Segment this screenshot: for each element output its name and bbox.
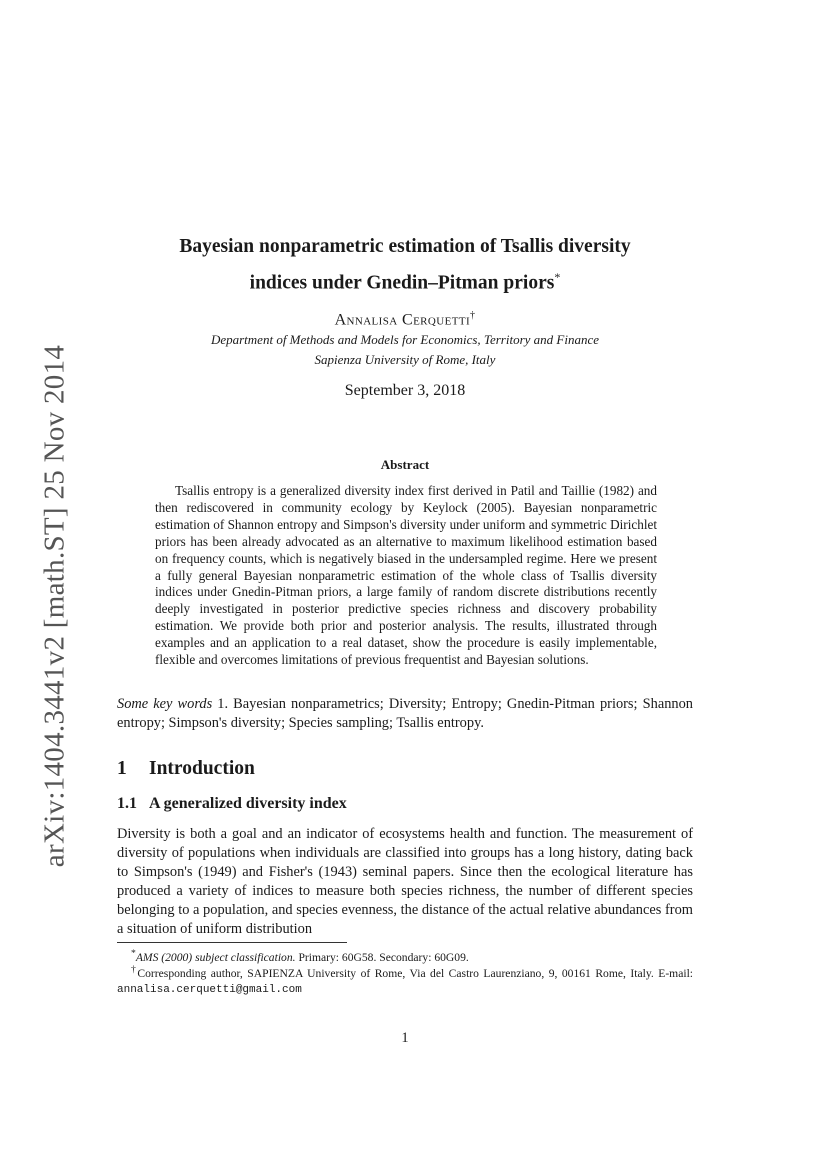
title-line-2: indices under Gnedin–Pitman priors <box>249 272 555 294</box>
section-heading <box>117 758 255 780</box>
footnote-rule <box>117 942 347 943</box>
title-footnote-mark: * <box>554 270 561 284</box>
arxiv-identifier: arXiv:1404.3441v2 [math.ST] 25 Nov 2014 <box>38 344 71 868</box>
keywords-label: Some key words <box>117 696 213 712</box>
keywords-text: 1. Bayesian nonparametrics; Diversity; Entropy; Gnedin-Pitman priors; Shannon entropy; Simpson's diversity; Species sampling; Tsallis entropy. <box>117 696 693 731</box>
footnote-1-mark: * <box>131 948 136 959</box>
footnote-1-label: AMS (2000) subject classification. <box>135 950 296 964</box>
affiliation-line-2: Sapienza University of Rome, Italy <box>314 352 496 367</box>
subsection-title: A generalized diversity index <box>149 795 347 812</box>
author-text: Annalisa Cerquetti <box>334 311 471 329</box>
footnote-2-mark: † <box>131 964 138 975</box>
footnote-1-text: Primary: 60G58. Secondary: 60G09. <box>295 950 469 964</box>
affiliation-line-1: Department of Methods and Models for Economics, Territory and Finance <box>210 332 600 347</box>
page-number: 1 <box>401 1030 409 1046</box>
author-footnote-mark: † <box>470 310 476 321</box>
subsection-number: 1.1 <box>117 795 137 812</box>
title-line-1: Bayesian nonparametric estimation of Tsallis diversity <box>179 236 631 257</box>
section-number: 1 <box>117 758 127 779</box>
publication-date: September 3, 2018 <box>344 382 466 399</box>
footnote-2-email[interactable]: annalisa.cerquetti@gmail.com <box>117 984 302 997</box>
footnote-2-text: Corresponding author, SAPIENZA University of Rome, Via del Castro Laurenziano, 9, 00161 Rome, Italy. E-mail: <box>137 966 694 980</box>
body-paragraph: Diversity is both a goal and an indicator of ecosystems health and function. The measurement of diversity of populations when individuals are classified into groups has a long history, dating back to Simpson's (1949) and Fisher's (1943) seminal papers. Since then the ecological literature has produced a variety of indices to measure both species richness, the number of different species belonging to a population, and species evenness, the distance of the actual relative abundances from a situation of uniform distribution <box>117 826 693 938</box>
abstract-text: Tsallis entropy is a generalized diversity index first derived in Patil and Taillie (1982) and then rediscovered in community ecology by Keylock (2005). Bayesian nonparametric estimation of Shannon entropy and Simpson's diversity under uniform and symmetric Dirichlet priors has been already advocated as an alternative to maximum likelihood estimation based on frequency counts, which is negatively biased in the undersampled regime. Here we present a fully general Bayesian nonparametric estimation of the whole class of Tsallis diversity indices under Gnedin-Pitman priors, a large family of random discrete distributions recently deeply investigated in posterior predictive species richness and discovery probability estimation. We provide both prior and posterior analysis. The results, illustrated through examples and an application to a real dataset, show the procedure is easily implementable, flexible and overcomes limitations of previous frequentist and Bayesian solutions. <box>155 483 657 668</box>
abstract-heading: Abstract <box>380 457 430 472</box>
keywords <box>117 695 693 733</box>
paper-title <box>110 232 700 299</box>
footnote-2 <box>117 962 693 999</box>
section-title: Introduction <box>149 758 255 779</box>
author-name <box>110 310 700 329</box>
subsection-heading <box>117 795 347 813</box>
